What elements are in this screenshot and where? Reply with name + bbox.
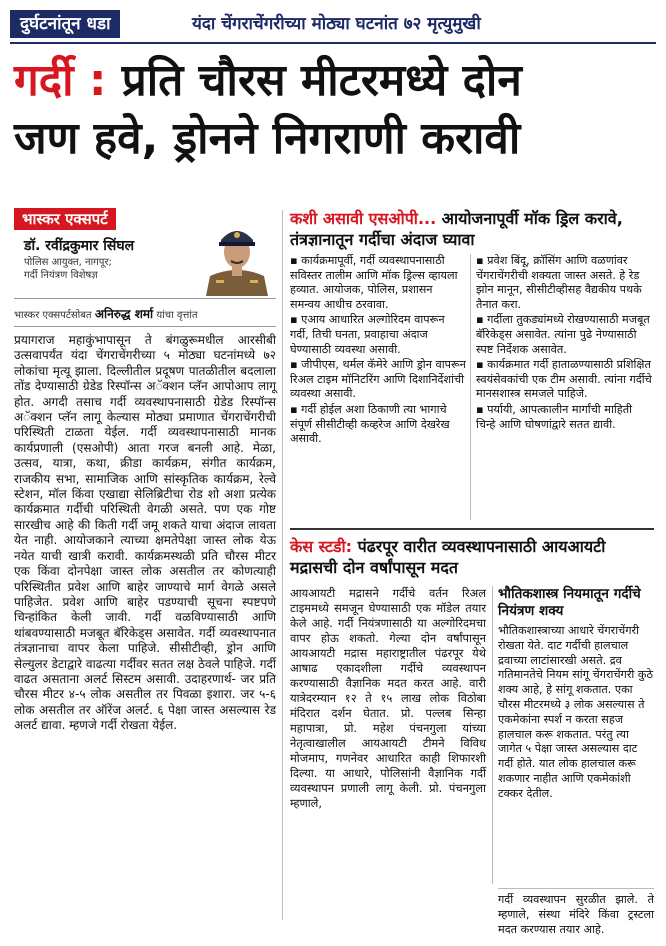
column-divider: [282, 210, 283, 920]
case-study-title-rest: पंढरपूर वारीत व्यवस्थापनासाठी आयआयटी मद्रासची दोन वर्षांपासून मदत: [290, 537, 606, 577]
sop-bullet: ▪ गर्दीला तुकड्यांमध्ये रोखण्यासाठी मजबूत बॅरिकेड्स असावेत. त्यांना पुढे नेण्यासाठी स्पष्ट निर्देशक असावेत.: [476, 313, 650, 356]
physics-box: [498, 586, 654, 802]
expert-role: [24, 256, 194, 282]
section-strip: [10, 8, 656, 44]
sop-title-rest: आयोजनापूर्वी मॉक ड्रिल करावे, तंत्रज्ञानातून गर्दीचा अंदाज घ्यावा: [290, 209, 623, 249]
byline: [14, 305, 276, 327]
sop-bullets-left: [290, 254, 466, 448]
byline-suffix: यांचा वृत्तांत: [156, 310, 198, 321]
expert-name: डॉ. रवींद्रकुमार सिंघल: [24, 238, 135, 254]
closing-text: गर्दी व्यवस्थापन सुरळीत झाले. ते म्हणाले, संस्था मंदिरे किंवा ट्रस्टला मदत करण्यास तयार आहे.: [498, 888, 654, 937]
headline-line-2: जण हवे, ड्रोनने निगराणी करावी: [14, 113, 521, 164]
sop-bullets-right: [476, 254, 652, 433]
expert-role-line-2: गर्दी नियंत्रण विशेषज्ञ: [24, 270, 98, 281]
sop-bullet: ▪ जीपीएस, थर्मल कॅमेरे आणि ड्रोन वापरून रिअल टाइम मॉनिटरिंग आणि दिशानिर्देशांची व्यवस्था असावी.: [290, 358, 466, 401]
headline-line-1-rest: प्रति चौरस मीटरमध्ये दोन: [106, 55, 522, 106]
physics-body: भौतिकशास्त्राच्या आधारे चेंगराचेंगरी रोखता येते. दाट गर्दीची हालचाल द्रवाच्या लाटांसारखी असते. द्रव गतिमानतेचे नियम सांगू चेंगराचेंगरी कुठे शक्य आहे, हे सांगू शकतात. एका चौरस मीटरमध्ये ३ लोक असल्यास ते एकमेकांना स्पर्श न करता सहज हालचाल करू शकतात. परंतु त्या जागेत ५ पेक्षा जास्त असल्यास दाट गर्दी होते. यात लोक हालचाल करू शकणार नाहीत आणि एकमेकांशी टक्कर देतील.: [498, 624, 653, 800]
sop-bullet: ▪ प्रवेश बिंदू, क्रॉसिंग आणि वळणांवर चेंगराचेंगरीची शक्यता जास्त असते. हे रेड झोन मानून, सीसीटीव्हीसह वैद्यकीय पथके तैनात करा.: [476, 254, 642, 311]
strip-headline: यंदा चेंगराचेंगरीच्या मोठ्या घटनांत ७२ मृत्युमुखी: [192, 14, 481, 34]
case-study-keyword: केस स्टडी:: [290, 537, 353, 556]
case-study-body: [290, 586, 486, 811]
expert-brand: भास्कर एक्सपर्ट: [14, 208, 116, 230]
sop-title: [290, 208, 654, 250]
bullets-divider: [470, 254, 471, 520]
officer-portrait-icon: [202, 210, 272, 296]
headline-keyword: गर्दी :: [14, 55, 107, 106]
section-tag: दुर्घटनांतून धडा: [10, 10, 120, 38]
sop-keyword: कशी असावी एसओपी...: [290, 209, 437, 228]
byline-author: अनिरुद्ध शर्मा: [94, 307, 154, 321]
sop-bullet: ▪ एआय आधारित अल्गोरिदम वापरून गर्दी, तिची घनता, प्रवाहाचा अंदाज घेण्यासाठी व्यवस्था असावी.: [290, 313, 445, 356]
sop-bullets: [290, 254, 654, 522]
case-study-section: [290, 586, 654, 946]
byline-prefix: भास्कर एक्सपर्टसोबत: [14, 310, 92, 321]
sop-bullet: ▪ कार्यक्रमात गर्दी हाताळण्यासाठी प्रशिक्षित स्वयंसेवकांची एक टीम असावी. त्यांना गर्दीचे मानसशास्त्र समजले पाहिजे.: [476, 358, 652, 401]
case-divider: [492, 586, 493, 884]
section-rule: [290, 528, 654, 530]
main-headline: [14, 52, 654, 168]
right-column: [290, 208, 654, 936]
sop-bullet: ▪ पर्यायी, आपत्कालीन मार्गांची माहिती चिन्हे आणि घोषणांद्वारे सतत द्यावी.: [476, 402, 632, 431]
main-article-text: प्रयागराज महाकुंभापासून ते बंगळुरूमधील आरसीबी उत्सवापर्यंत यंदा चेंगराचेंगरीच्या ५ मोठ्या घटनांमध्ये ७२ लोकांचा मृत्यू झाला. दिल्लीतील प्रदूषण पातळीतील बदलाला तोंड देण्यासाठी ग्रेडेड रिस्पॉन्स अॅक्शन प्लॅन आपोआप लागू होत. अगदी तसाच गर्दी व्यवस्थापनासाठी ग्रेडेड रिस्पॉन्स अॅक्शन प्लॅन लागू केल्यास मोठ्या प्रमाणात चेंगराचेंगरीची परिस्थिती टाळता येईल. गर्दी व्यवस्थापनासाठी मानक कार्यप्रणाली (एसओपी) आता गरज बनली आहे. मेळा, उत्सव, यात्रा, कथा, क्रीडा कार्यक्रम, संगीत कार्यक्रम, राजकीय सभा, सामाजिक आणि सांस्कृतिक कार्यक्रम, रेल्वे स्टेशन, मॉल किंवा एखाद्या सेलिब्रिटीचा रोड शो अशा प्रत्येक कार्यक्रमात गर्दीची परिस्थिती वेगळी असते. पण एक गोष्ट सारखीच आहे की किती गर्दी जमू शकते याचा अंदाज लावता येत नाही. आयोजकाने त्याच्या क्षमतेपेक्षा जास्त लोक येऊ नयेत याची खात्री करावी. कार्यक्रमस्थळी प्रति चौरस मीटर एक किंवा दोनपेक्षा जास्त लोक असतील तर कोणत्याही परिस्थितीत प्रवेश आणि बाहेर जाण्याचे मार्ग वेगळे असले पाहिजेत. प्रवेश आणि बाहेर पडण्याची सूचना स्पष्टपणे चिन्हांकित केली जावी. गर्दी वळविण्यासाठी आणि थांबवण्यासाठी मजबूत बॅरिकेड्स असावेत. गर्दी व्यवस्थापनात तंत्रज्ञानाचा वापर केला पाहिजे. सीसीटीव्ही, ड्रोन आणि सेल्युलर डेटाद्वारे वाढत्या गर्दीवर सतत लक्ष ठेवले पाहिजे. गर्दी वाढत असताना अलर्ट सिस्टम असावी. उदाहरणार्थ- जर प्रति चौरस मीटर ४-५ लोक असतील तर पिवळा इशारा. जर ५-६ लोक असतील तर ऑरेंज अलर्ट. ६ पेक्षा जास्त असल्यास रेड अलर्ट द्यावा. म्हणजे गर्दी रोखता येईल.: [14, 333, 276, 733]
expert-role-line-1: पोलिस आयुक्त, नागपूर;: [24, 257, 112, 268]
sop-bullet: ▪ कार्यक्रमापूर्वी, गर्दी व्यवस्थापनासाठी सविस्तर तालीम आणि मॉक ड्रिल्स व्हायला हव्यात. आयोजक, पोलिस, प्रशासन समन्वय आधीच ठरवावा.: [290, 254, 458, 311]
headline-line-1: [14, 52, 654, 110]
sop-bullet: ▪ गर्दी होईल अशा ठिकाणी त्या भागाचे संपूर्ण सीसीटीव्ही कव्हरेज आणि देखरेख असावी.: [290, 402, 450, 446]
case-study-text: आयआयटी मद्रासने गर्दीचे वर्तन रिअल टाइममध्ये समजून घेण्यासाठी एक मॉडेल तयार केले आहे. गर्दी नियंत्रणासाठी या अल्गोरिदमचा वापर होऊ शकतो. गेल्या दोन वर्षांपासून आयआयटी मद्रास महाराष्ट्रातील पंढरपूर येथे आषाढ एकादशीला गर्दीचे व्यवस्थापन करण्यासाठी वैज्ञानिक मदत करत आहे. वारी यात्रेदरम्यान १२ ते १५ लाख लोक विठोबा मंदिरात दर्शन घेतात. प्रो. पल्लब सिन्हा महापात्रा, प्रो. महेश पंचनगुला यांच्या नेतृत्वाखालील आयआयटी टीमने विविध मोजमाप, गणनेवर आधारित काही शिफारशी दिल्या. या आधारे, पोलिसांनी वैज्ञानिक गर्दी व्यवस्थापन प्रणाली लागू केली. प्रो. पंचनगुला म्हणाले,: [290, 586, 486, 810]
expert-box: [14, 208, 276, 299]
case-study-title: [290, 536, 654, 578]
left-column: [14, 208, 276, 920]
physics-title: भौतिकशास्त्र नियमातून गर्दीचे नियंत्रण शक्य: [498, 586, 641, 619]
